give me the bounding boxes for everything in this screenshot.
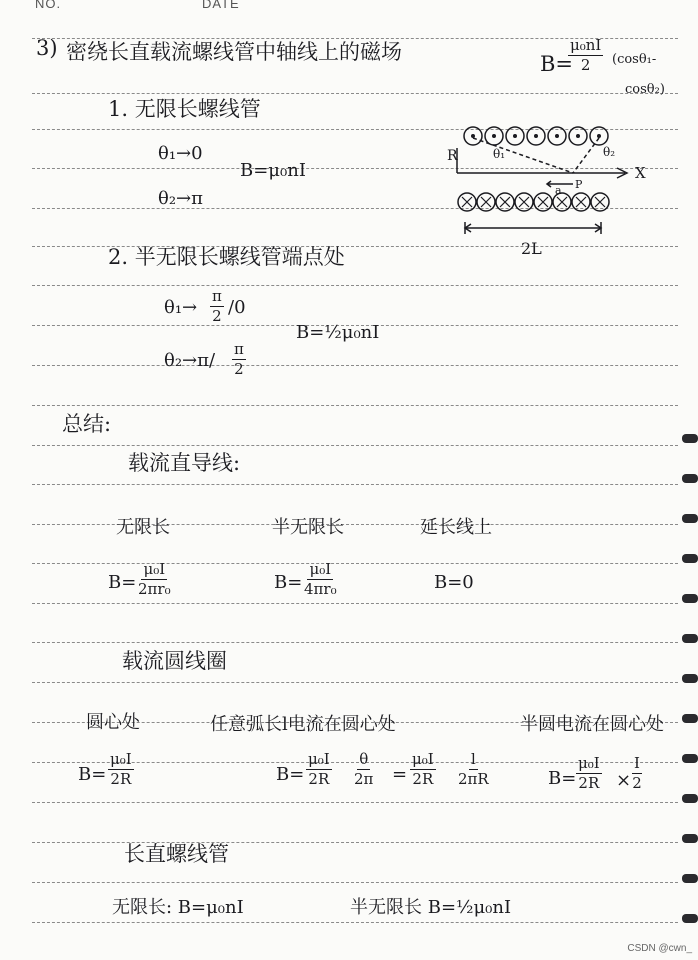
solenoid-summary-half: 半无限长 B=½μ₀nI [350, 897, 512, 918]
ruled-line [32, 682, 678, 683]
loop-center-fraction [108, 752, 134, 787]
loop-arc-fraction-3 [410, 752, 436, 787]
title-cos-a: (cosθ₁- [612, 52, 657, 67]
figure-label-a: a [555, 184, 562, 197]
section1-heading: 1. 无限长螺线管 [108, 97, 261, 121]
title-cos-b: cosθ₂) [625, 82, 665, 97]
wire-col-infinite-name: 无限长 [116, 517, 170, 538]
loop-arc-equals: = [392, 764, 408, 785]
figure-label-P: P [575, 178, 583, 191]
loop-arc-fraction-4 [458, 752, 489, 787]
loop-semicircle-times: × [616, 770, 632, 791]
solenoid-diagram [445, 118, 665, 258]
fraction-den: 2R [412, 770, 434, 788]
loop-semicircle-fraction-1 [576, 756, 602, 791]
ruled-line [32, 365, 678, 366]
fraction-den: 2π [354, 770, 374, 788]
fraction-den: 2 [212, 307, 222, 325]
title-prefix: 3) [36, 36, 58, 60]
figure-label-R: R [447, 148, 458, 164]
figure-label-x-axis: X [635, 164, 646, 182]
title-formula-lhs: B= [540, 52, 574, 76]
fraction-den: 2πR [458, 770, 489, 788]
loop-arc-lhs: B= [276, 764, 305, 785]
solenoid-summary-infinite: 无限长: B=μ₀nI [112, 897, 244, 918]
wire-infinite-fraction [138, 562, 171, 597]
fraction-num: π [212, 287, 222, 305]
loop-heading: 载流圆线圈 [122, 649, 227, 673]
figure-label-theta1: θ₁ [493, 147, 506, 161]
fraction-num: μ₀I [110, 750, 132, 768]
loop-arc-fraction-1 [306, 752, 332, 787]
fraction-den: 2R [110, 770, 132, 788]
figure-label-theta2: θ₂ [603, 145, 616, 159]
wire-half-fraction [304, 562, 337, 597]
ruled-line [32, 405, 678, 406]
fraction-num: μ₀I [309, 560, 332, 578]
ruled-line [32, 603, 678, 604]
title-fraction-den: 2 [580, 56, 591, 74]
solenoid-summary-heading: 长直螺线管 [124, 842, 229, 866]
fraction-num: θ [359, 750, 369, 768]
section2-theta1-fraction [210, 289, 224, 324]
fraction-num: μ₀I [143, 560, 166, 578]
ruled-line [32, 563, 678, 564]
title-fraction [568, 38, 603, 73]
ruled-line [32, 802, 678, 803]
section1-theta1: θ₁→0 [158, 143, 203, 164]
summary-label: 总结: [62, 412, 112, 436]
section2-theta2: θ₂→π/ [164, 350, 216, 371]
title-fraction-num: μ₀nI [570, 36, 602, 54]
wire-extension-formula: B=0 [434, 572, 474, 593]
wire-heading: 载流直导线: [128, 451, 241, 475]
ruled-line [32, 484, 678, 485]
fraction-num: μ₀I [578, 754, 600, 772]
loop-semicircle-lhs: B= [548, 768, 577, 789]
section2-formula: B=½μ₀nI [296, 322, 380, 343]
fraction-num: π [234, 340, 244, 358]
loop-col-center: 圆心处 [86, 712, 140, 733]
watermark: CSDN @cwn_ [627, 943, 692, 954]
wire-col-half-name: 半无限长 [272, 517, 344, 538]
section2-theta1: θ₁→ [164, 297, 198, 318]
wire-infinite-lhs: B= [108, 572, 137, 593]
wire-half-lhs: B= [274, 572, 303, 593]
section2-theta1-tail: /0 [228, 297, 246, 318]
loop-center-lhs: B= [78, 764, 107, 785]
fraction-num: μ₀I [412, 750, 434, 768]
fraction-num: I [634, 754, 640, 772]
ruled-line [32, 922, 678, 923]
fraction-den: 4πr₀ [304, 580, 337, 598]
ruled-line [32, 445, 678, 446]
wire-col-extension-name: 延长线上 [420, 517, 492, 538]
ruled-line [32, 285, 678, 286]
fraction-den: 2 [632, 774, 642, 792]
fraction-num: μ₀I [308, 750, 330, 768]
section1-formula: B=μ₀nI [240, 160, 306, 181]
ruled-line [32, 642, 678, 643]
loop-arc-fraction-2 [354, 752, 373, 787]
section2-theta2-fraction [232, 342, 246, 377]
fraction-den: 2πr₀ [138, 580, 171, 598]
loop-col-arc: 任意弧长l电流在圆心处 [210, 714, 396, 735]
page-title: 密绕长直载流螺线管中轴线上的磁场 [66, 40, 402, 64]
spiral-binding [676, 430, 698, 960]
loop-semicircle-fraction-2 [632, 756, 642, 791]
section2-heading: 2. 半无限长螺线管端点处 [108, 245, 345, 269]
header-no: NO. [35, 0, 62, 11]
loop-col-semicircle: 半圆电流在圆心处 [520, 714, 664, 735]
fraction-den: 2R [308, 770, 330, 788]
ruled-line [32, 882, 678, 883]
fraction-den: 2R [578, 774, 600, 792]
fraction-den: 2 [234, 360, 244, 378]
fraction-num: l [470, 750, 476, 768]
header-date: DATE [202, 0, 240, 11]
figure-label-length: 2L [521, 239, 542, 258]
section1-theta2: θ₂→π [158, 188, 203, 209]
